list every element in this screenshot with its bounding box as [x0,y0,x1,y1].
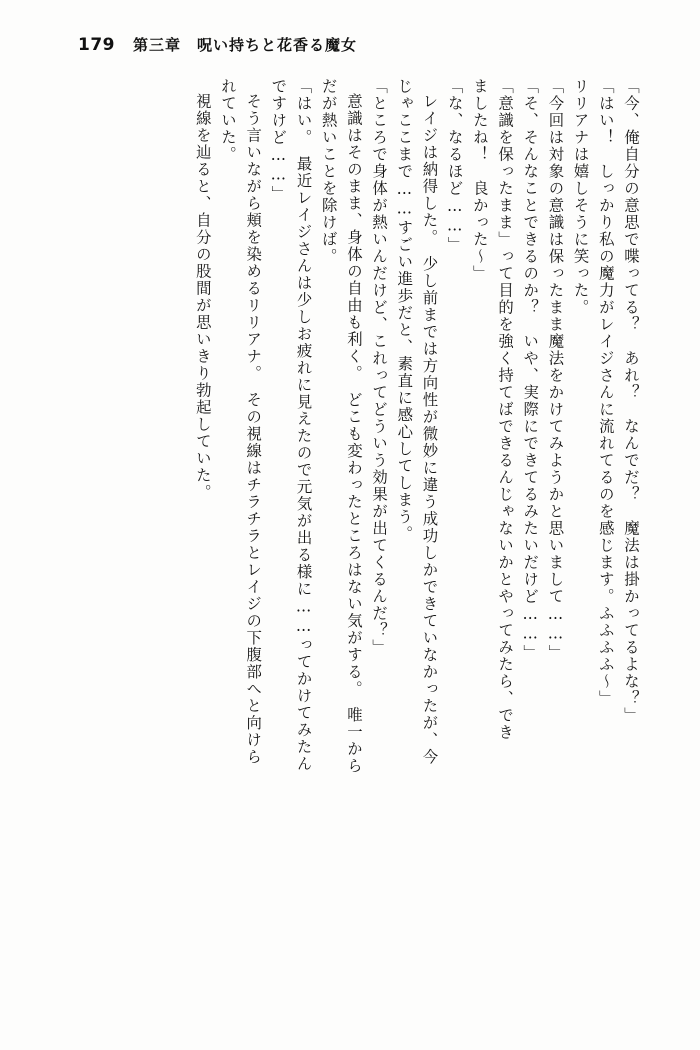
text-column: じゃここまで……すごい進歩だと、素直に感心してしまう。 [395,78,414,543]
text-column: リリアナは嬉しそうに笑った。 [571,78,590,316]
text-column: 「今、俺自分の意思で喋ってる？ あれ？ なんでだ？ 魔法は掛かってるよな？」 [622,78,640,724]
text-column: そう言いながら頬を染めるリリアナ。 その視線はチラチラとレイジの下腹部へと向けら [244,93,263,766]
text-column: 視線を辿ると、自分の股間が思いきり勃起していた。 [193,93,212,501]
chapter-title: 第三章 呪い持ちと花香る魔女 [133,36,358,54]
text-column: 「な、なるほど……」 [445,78,464,254]
text-column: ですけど……」 [269,78,288,203]
text-column: レイジは納得した。 少し前までは方向性が微妙に違う成功しかできていなかったが、今 [420,93,439,766]
page-header [78,34,630,60]
text-column: れていた。 [219,78,237,163]
text-column: 「ところで身体が熱いんだけど、これってどういう効果が出てくるんだ？」 [370,78,389,656]
text-column: 「はい。 最近レイジさんは少しお疲れに見えたので元気が出る様に……ってかけてみたん [294,78,313,773]
text-column: だが熱いことを除けば。 [319,78,338,265]
page-number: 179 [78,35,115,55]
text-column: 「意識を保ったまま」って目的を強く持てばできるんじゃないかとやってみたら、でき [496,78,515,741]
text-column: 意識はそのまま、身体の自由も利く。 どこも変わったところはない気がする。 唯一から [344,93,363,775]
text-column: 「そ、そんなことできるのか？ いや、実際にできてるみたいだけど……」 [521,78,540,662]
text-column: ましたね！ 良かった～」 [470,78,489,282]
body-text [62,78,638,1016]
text-column: 「今回は対象の意識は保ったまま魔法をかけてみようかと思いまして……」 [546,78,565,662]
text-column: 「はい！ しっかり私の魔力がレイジさんに流れてるのを感じます。ふふふふ～」 [596,78,615,707]
